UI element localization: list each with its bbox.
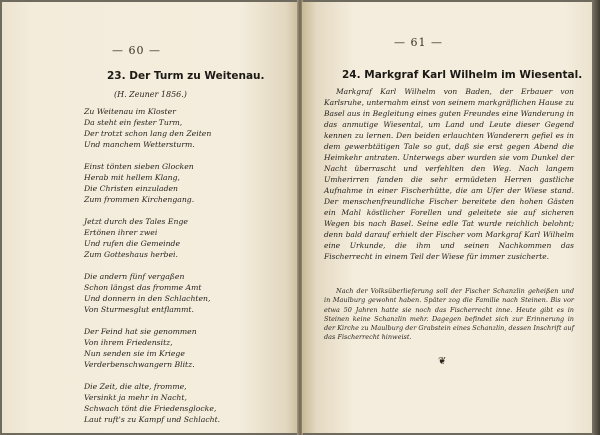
- verse-line: Zum Gotteshaus herbei.: [84, 250, 178, 259]
- stanza: [84, 271, 284, 315]
- story-paragraph: Markgraf Karl Wilhelm von Baden, der Erbauer von Karlsruhe, unternahm einst von seinem markgräflichen Hause zu Basel aus in Begleitung eines guten Freundes eine Wanderung in das anmutige Wiesental, um Land und Leute dieser Gegend kennen zu lernen. Den beiden erlauchten Wanderern gefiel es in dem gewerbtätigen Tale so gut, daß sie erst gegen Abend die Heimkehr antraten. Unterwegs aber wurden sie vom Dunkel der Nacht überrascht und verfehlten den Weg. Nach langem Umherirren fanden die sehr ermüdeten Herren gastliche Aufnahme in einer Fischerhütte, die am Ufer der Wiese stand. Der menschenfreundliche Fischer bereitete den hohen Gästen ein Mahl köstlicher Forellen und geleitete sie auf sicheren Wegen bis nach Basel. Seine edle Tat wurde reichlich belohnt; denn bald darauf erhielt der Fischer vom Markgraf Karl Wilhelm eine Urkunde, die ihm und seinen Nachkommen das Fischerrecht in einem Teil der Wiese für immer zusicherte.: [324, 87, 574, 261]
- story-text: [324, 86, 574, 262]
- verse-line: Von ihrem Friedensitz,: [84, 338, 173, 347]
- verse-line: Einst tönten sieben Glocken: [84, 162, 194, 171]
- ornament-icon: ❦: [438, 356, 447, 367]
- story-title: 24. Markgraf Karl Wilhelm im Wiesental.: [342, 69, 583, 81]
- verse-line: Schwach tönt die Friedensglocke,: [84, 404, 217, 413]
- poem-author: (H. Zeuner 1856.): [114, 90, 187, 99]
- left-page: [2, 2, 298, 433]
- verse-line: Laut ruft's zu Kampf und Schlacht.: [84, 415, 221, 424]
- verse-line: Und donnern in den Schlachten,: [84, 294, 211, 303]
- verse-line: Jetzt durch des Tales Enge: [84, 217, 188, 226]
- verse-line: Schon längst das fromme Amt: [84, 283, 202, 292]
- book-cover-edge: [592, 0, 600, 435]
- verse-line: Verderbenschwangern Blitz.: [84, 360, 195, 369]
- verse-line: Die andern fünf vergaßen: [84, 272, 185, 281]
- stanza: [84, 381, 284, 425]
- stanza: [84, 326, 284, 370]
- verse-line: Zum frommen Kirchengang.: [84, 195, 195, 204]
- verse-line: Die Christen einzuladen: [84, 184, 178, 193]
- footnote-text: Nach der Volksüberlieferung soll der Fischer Schanzlin geheißen und in Maulburg gewohnt haben. Später zog die Familie nach Steinen. Bis vor etwa 50 Jahren hatte sie noch das Fischerrecht inne. Heute gibt es in Steinen keine Schanzlin mehr. Dagegen befindet sich zur Erinnerung in der Kirche zu Maulburg der Grabstein eines Schanzlin, dessen Inschrift auf das Fischerrecht hinweist.: [324, 287, 574, 342]
- stanza: [84, 161, 284, 205]
- stanza: [84, 216, 284, 260]
- right-page: [302, 2, 592, 433]
- verse-line: Zu Weitenau im Kloster: [84, 107, 176, 116]
- verse-line: Da steht ein fester Turm,: [84, 118, 183, 127]
- footnote: [324, 287, 574, 343]
- verse-line: Der trotzt schon lang den Zeiten: [84, 129, 212, 138]
- page-number-right: — 61 —: [394, 36, 443, 49]
- page-number-left: — 60 —: [112, 44, 161, 57]
- verse-line: Von Sturmesglut entflammt.: [84, 305, 194, 314]
- verse-line: Die Zeit, die alte, fromme,: [84, 382, 187, 391]
- verse-line: Und rufen die Gemeinde: [84, 239, 180, 248]
- verse-line: Nun senden sie im Kriege: [84, 349, 185, 358]
- verse-line: Versinkt ja mehr in Nacht,: [84, 393, 187, 402]
- poem-body: [84, 106, 284, 433]
- verse-line: Ertönen ihrer zwei: [84, 228, 158, 237]
- verse-line: Der Feind hat sie genommen: [84, 327, 197, 336]
- stanza: [84, 106, 284, 150]
- poem-title: 23. Der Turm zu Weitenau.: [107, 70, 265, 82]
- verse-line: Und manchem Wettersturm.: [84, 140, 195, 149]
- verse-line: Herab mit hellem Klang,: [84, 173, 180, 182]
